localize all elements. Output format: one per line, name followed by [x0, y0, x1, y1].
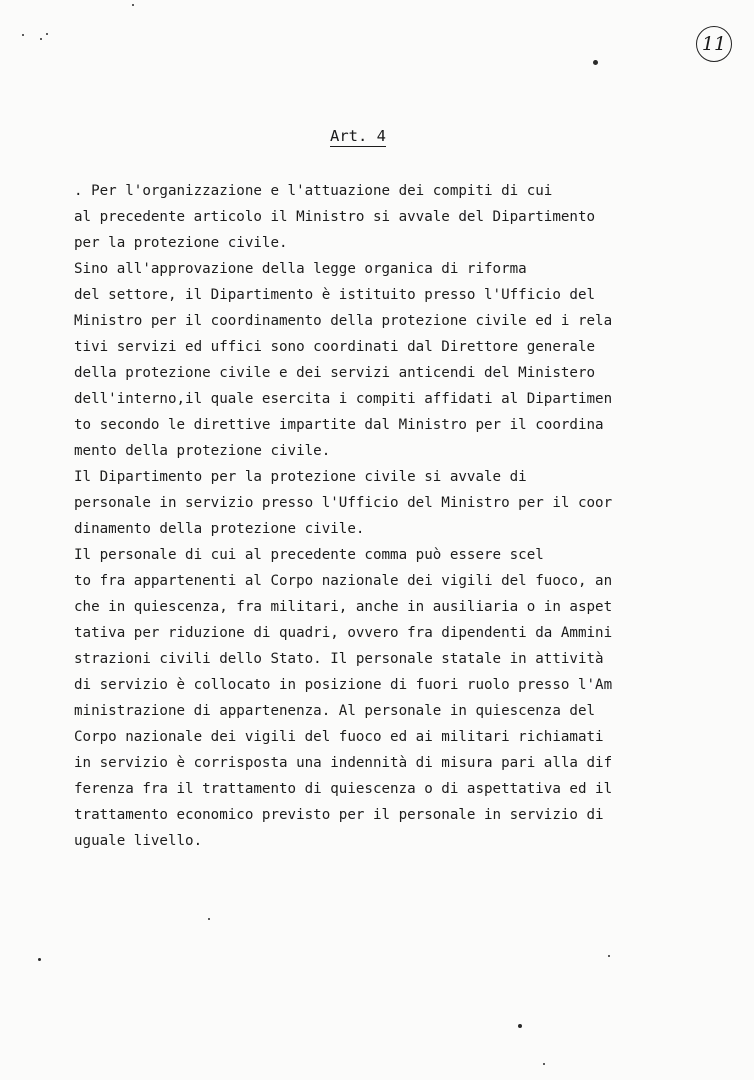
text-line: del settore, il Dipartimento è istituito presso l'Ufficio del [74, 287, 596, 303]
text-line: ferenza fra il trattamento di quiescenza o di aspettativa ed il [74, 781, 613, 797]
text-line: Sino all'approvazione della legge organica di riforma [74, 261, 527, 277]
text-line: personale in servizio presso l'Ufficio del Ministro per il coor [74, 495, 613, 511]
scan-speck [593, 60, 598, 65]
scan-speck [608, 955, 610, 957]
text-line: to fra appartenenti al Corpo nazionale dei vigili del fuoco, an [74, 573, 613, 589]
text-line: di servizio è collocato in posizione di fuori ruolo presso l'Am [74, 677, 613, 693]
scan-speck [518, 1024, 522, 1028]
scan-speck [38, 958, 41, 961]
text-line: uguale livello. [74, 833, 203, 849]
scan-speck [543, 1063, 545, 1065]
text-line: Il Dipartimento per la protezione civile si avvale di [74, 469, 527, 485]
scan-speck [132, 4, 134, 6]
text-line: che in quiescenza, fra militari, anche in ausiliaria o in aspet [74, 599, 613, 615]
text-line: in servizio è corrisposta una indennità di misura pari alla dif [74, 755, 613, 771]
text-line: mento della protezione civile. [74, 443, 331, 459]
scan-speck [40, 38, 42, 40]
text-line: al precedente articolo il Ministro si avvale del Dipartimento [74, 209, 596, 225]
text-line: Corpo nazionale dei vigili del fuoco ed ai militari richiamati [74, 729, 604, 745]
page-number-circle: 11 [696, 26, 732, 62]
article-body [74, 178, 714, 854]
text-line: trattamento economico previsto per il personale in servizio di [74, 807, 604, 823]
text-line: ministrazione di appartenenza. Al personale in quiescenza del [74, 703, 596, 719]
text-line: dell'interno,il quale esercita i compiti affidati al Dipartimen [74, 391, 613, 407]
text-line: strazioni civili dello Stato. Il personale statale in attività [74, 651, 604, 667]
scan-speck [22, 34, 24, 36]
text-line: Il personale di cui al precedente comma può essere scel [74, 547, 544, 563]
text-line: della protezione civile e dei servizi anticendi del Ministero [74, 365, 596, 381]
text-line: per la protezione civile. [74, 235, 288, 251]
scan-speck [46, 33, 48, 35]
text-line: tivi servizi ed uffici sono coordinati dal Direttore generale [74, 339, 596, 355]
text-line: to secondo le direttive impartite dal Ministro per il coordina [74, 417, 604, 433]
text-line: tativa per riduzione di quadri, ovvero fra dipendenti da Ammini [74, 625, 613, 641]
scan-speck [208, 918, 210, 920]
article-heading: Art. 4 [330, 127, 386, 145]
text-line: Ministro per il coordinamento della protezione civile ed i rela [74, 313, 613, 329]
text-line: dinamento della protezione civile. [74, 521, 365, 537]
text-line: . Per l'organizzazione e l'attuazione dei compiti di cui [74, 183, 553, 199]
